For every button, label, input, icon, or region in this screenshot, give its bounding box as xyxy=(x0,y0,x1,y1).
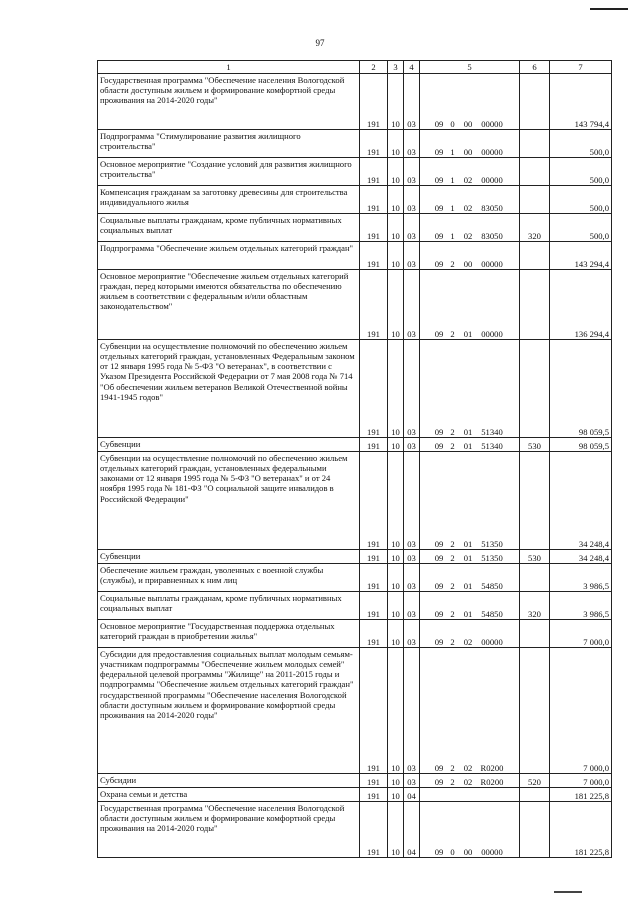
subsection-code-cell: 03 xyxy=(404,620,420,648)
amount-cell: 98 059,5 xyxy=(550,340,612,438)
target-article-part: 2 xyxy=(450,538,455,549)
target-article-cell xyxy=(420,130,520,158)
expense-type-cell xyxy=(520,186,550,214)
admin-code-cell: 191 xyxy=(360,802,388,858)
row-name-cell: Социальные выплаты гражданам, кроме публичных нормативных социальных выплат xyxy=(98,214,360,242)
row-name-cell: Субвенции на осуществление полномочий по обеспечению жильем отдельных категорий граждан, установленных Федеральным законом от 12 января 1995 года № 5-ФЗ "О ветеранах", в соответствии с Указом Президента Российской Федерации от 7 мая 2008 года № 714 "Об обеспечении жильем ветеранов Великой Отечественной войны 1941-1945 годов" xyxy=(98,340,360,438)
expense-type-cell xyxy=(520,74,550,130)
table-row xyxy=(98,340,612,438)
expense-type-cell: 320 xyxy=(520,592,550,620)
expense-type-cell xyxy=(520,158,550,186)
subsection-code-cell: 03 xyxy=(404,214,420,242)
target-article-part: 2 xyxy=(450,552,455,563)
target-article-part: 83050 xyxy=(481,202,503,213)
admin-code-cell: 191 xyxy=(360,550,388,564)
subsection-code-cell: 03 xyxy=(404,648,420,774)
expense-type-cell xyxy=(520,620,550,648)
amount-cell: 143 794,4 xyxy=(550,74,612,130)
row-name-cell: Основное мероприятие "Обеспечение жильем отдельных категорий граждан, перед которыми имеются обязательства по обеспечению жильем в соответствии с федеральным и/или областным законодательством" xyxy=(98,270,360,340)
target-article-part: 09 xyxy=(434,538,444,549)
section-code-cell: 10 xyxy=(388,186,404,214)
target-article-cell xyxy=(420,592,520,620)
target-article-part: 1 xyxy=(450,230,455,241)
subsection-code-cell: 04 xyxy=(404,788,420,802)
section-code-cell: 10 xyxy=(388,214,404,242)
target-article-part: 2 xyxy=(450,608,455,619)
table-row xyxy=(98,438,612,452)
table-row xyxy=(98,774,612,788)
subsection-code-cell: 03 xyxy=(404,438,420,452)
table-row xyxy=(98,242,612,270)
target-article-cell xyxy=(420,620,520,648)
subsection-code-cell: 04 xyxy=(404,802,420,858)
target-article-part: 02 xyxy=(463,776,473,787)
row-name-cell: Основное мероприятие "Создание условий для развития жилищного строительства" xyxy=(98,158,360,186)
expense-type-cell xyxy=(520,788,550,802)
target-article-part: 01 xyxy=(463,608,473,619)
target-article-part: 00000 xyxy=(481,146,503,157)
column-header: 5 xyxy=(420,61,520,74)
target-article-part: 09 xyxy=(434,440,444,451)
amount-cell: 7 000,0 xyxy=(550,648,612,774)
target-article-part: 01 xyxy=(463,552,473,563)
target-article-part: 2 xyxy=(450,258,455,269)
section-code-cell: 10 xyxy=(388,270,404,340)
section-code-cell: 10 xyxy=(388,438,404,452)
table-row xyxy=(98,648,612,774)
corner-scan-mark xyxy=(590,8,628,10)
admin-code-cell: 191 xyxy=(360,242,388,270)
table-row xyxy=(98,130,612,158)
column-header: 1 xyxy=(98,61,360,74)
target-article-part: 2 xyxy=(450,762,455,773)
target-article-part: 54850 xyxy=(481,608,503,619)
row-name-cell: Субвенции xyxy=(98,438,360,452)
target-article-part: R0200 xyxy=(480,762,504,773)
target-article-part: 51340 xyxy=(481,440,503,451)
target-article-part: 51350 xyxy=(481,552,503,563)
target-article-part: 01 xyxy=(463,440,473,451)
subsection-code-cell: 03 xyxy=(404,130,420,158)
row-name-cell: Субсидии для предоставления социальных выплат молодым семьям-участникам подпрограммы "Обеспечение жильем молодых семей" федеральной целевой программы "Жилище" на 2011-2015 годы и подпрограммы "Обеспечение жильем отдельных категорий граждан" государственной программы "Обеспечение населения Вологодской области доступным жильем и формирование комфортной среды проживания на 2014-2020 годы" xyxy=(98,648,360,774)
target-article-part: 01 xyxy=(463,580,473,591)
admin-code-cell: 191 xyxy=(360,648,388,774)
expense-type-cell: 320 xyxy=(520,214,550,242)
target-article-part: 2 xyxy=(450,580,455,591)
row-name-cell: Субвенции xyxy=(98,550,360,564)
row-name-cell: Обеспечение жильем граждан, уволенных с военной службы (службы), и приравненных к ним лиц xyxy=(98,564,360,592)
subsection-code-cell: 03 xyxy=(404,242,420,270)
target-article-part: 09 xyxy=(434,846,444,857)
section-code-cell: 10 xyxy=(388,788,404,802)
expense-type-cell xyxy=(520,648,550,774)
amount-cell: 34 248,4 xyxy=(550,452,612,550)
target-article-part: 51340 xyxy=(481,426,503,437)
table-row xyxy=(98,802,612,858)
target-article-part: 00000 xyxy=(481,846,503,857)
admin-code-cell: 191 xyxy=(360,564,388,592)
amount-cell: 136 294,4 xyxy=(550,270,612,340)
target-article-cell xyxy=(420,340,520,438)
target-article-part: 1 xyxy=(450,146,455,157)
target-article-cell xyxy=(420,802,520,858)
table-header-row xyxy=(98,61,612,74)
table-row xyxy=(98,74,612,130)
budget-table xyxy=(97,60,612,858)
column-header: 6 xyxy=(520,61,550,74)
section-code-cell: 10 xyxy=(388,340,404,438)
bottom-scan-mark xyxy=(554,891,582,893)
section-code-cell: 10 xyxy=(388,158,404,186)
row-name-cell: Социальные выплаты гражданам, кроме публичных нормативных социальных выплат xyxy=(98,592,360,620)
subsection-code-cell: 03 xyxy=(404,340,420,438)
expense-type-cell xyxy=(520,242,550,270)
target-article-part: 09 xyxy=(434,762,444,773)
target-article-cell xyxy=(420,186,520,214)
target-article-part: 09 xyxy=(434,230,444,241)
target-article-part: 51350 xyxy=(481,538,503,549)
section-code-cell: 10 xyxy=(388,620,404,648)
target-article-cell xyxy=(420,452,520,550)
admin-code-cell: 191 xyxy=(360,438,388,452)
page-number: 97 xyxy=(315,38,325,48)
row-name-cell: Субсидии xyxy=(98,774,360,788)
target-article-part: 0 xyxy=(450,118,455,129)
admin-code-cell: 191 xyxy=(360,186,388,214)
target-article-part: 09 xyxy=(434,552,444,563)
target-article-part: 09 xyxy=(434,258,444,269)
admin-code-cell: 191 xyxy=(360,74,388,130)
target-article-cell xyxy=(420,214,520,242)
subsection-code-cell: 03 xyxy=(404,592,420,620)
target-article-part: 2 xyxy=(450,636,455,647)
target-article-part: 54850 xyxy=(481,580,503,591)
amount-cell: 500,0 xyxy=(550,214,612,242)
target-article-part: 00 xyxy=(463,846,473,857)
target-article-part: 09 xyxy=(434,328,444,339)
amount-cell: 181 225,8 xyxy=(550,788,612,802)
target-article-cell xyxy=(420,788,520,802)
section-code-cell: 10 xyxy=(388,452,404,550)
amount-cell: 98 059,5 xyxy=(550,438,612,452)
admin-code-cell: 191 xyxy=(360,158,388,186)
row-name-cell: Охрана семьи и детства xyxy=(98,788,360,802)
column-header: 3 xyxy=(388,61,404,74)
target-article-part: 2 xyxy=(450,440,455,451)
target-article-part: 00000 xyxy=(481,328,503,339)
subsection-code-cell: 03 xyxy=(404,186,420,214)
target-article-cell xyxy=(420,550,520,564)
amount-cell: 181 225,8 xyxy=(550,802,612,858)
expense-type-cell xyxy=(520,130,550,158)
target-article-part: 01 xyxy=(463,538,473,549)
admin-code-cell: 191 xyxy=(360,130,388,158)
target-article-part: 09 xyxy=(434,146,444,157)
target-article-part: 00000 xyxy=(481,118,503,129)
column-header: 4 xyxy=(404,61,420,74)
expense-type-cell xyxy=(520,564,550,592)
section-code-cell: 10 xyxy=(388,550,404,564)
section-code-cell: 10 xyxy=(388,242,404,270)
expense-type-cell: 520 xyxy=(520,774,550,788)
admin-code-cell: 191 xyxy=(360,214,388,242)
expense-type-cell xyxy=(520,340,550,438)
target-article-part: 09 xyxy=(434,202,444,213)
row-name-cell: Государственная программа "Обеспечение населения Вологодской области доступным жильем и формирование комфортной среды проживания на 2014-2020 годы" xyxy=(98,802,360,858)
row-name-cell: Подпрограмма "Обеспечение жильем отдельных категорий граждан" xyxy=(98,242,360,270)
table-row xyxy=(98,270,612,340)
target-article-part: 09 xyxy=(434,580,444,591)
target-article-part: 00 xyxy=(463,118,473,129)
table-row xyxy=(98,592,612,620)
column-header: 7 xyxy=(550,61,612,74)
table-row xyxy=(98,788,612,802)
target-article-part: 02 xyxy=(463,202,473,213)
subsection-code-cell: 03 xyxy=(404,452,420,550)
target-article-part: 02 xyxy=(463,230,473,241)
expense-type-cell: 530 xyxy=(520,438,550,452)
table-row xyxy=(98,186,612,214)
target-article-part: 00000 xyxy=(481,258,503,269)
section-code-cell: 10 xyxy=(388,648,404,774)
target-article-part: 1 xyxy=(450,202,455,213)
admin-code-cell: 191 xyxy=(360,620,388,648)
section-code-cell: 10 xyxy=(388,592,404,620)
table-row xyxy=(98,214,612,242)
target-article-part: 0 xyxy=(450,846,455,857)
admin-code-cell: 191 xyxy=(360,340,388,438)
table-row xyxy=(98,452,612,550)
amount-cell: 7 000,0 xyxy=(550,774,612,788)
section-code-cell: 10 xyxy=(388,564,404,592)
row-name-cell: Подпрограмма "Стимулирование развития жилищного строительства" xyxy=(98,130,360,158)
target-article-part: 83050 xyxy=(481,230,503,241)
admin-code-cell: 191 xyxy=(360,270,388,340)
section-code-cell: 10 xyxy=(388,130,404,158)
table-row xyxy=(98,550,612,564)
expense-type-cell xyxy=(520,270,550,340)
target-article-part: 01 xyxy=(463,328,473,339)
admin-code-cell: 191 xyxy=(360,788,388,802)
table-row xyxy=(98,158,612,186)
admin-code-cell: 191 xyxy=(360,452,388,550)
subsection-code-cell: 03 xyxy=(404,270,420,340)
target-article-part: 09 xyxy=(434,776,444,787)
target-article-cell xyxy=(420,270,520,340)
target-article-part: 09 xyxy=(434,174,444,185)
section-code-cell: 10 xyxy=(388,74,404,130)
amount-cell: 143 294,4 xyxy=(550,242,612,270)
amount-cell: 3 986,5 xyxy=(550,592,612,620)
table-row xyxy=(98,620,612,648)
amount-cell: 500,0 xyxy=(550,186,612,214)
target-article-cell xyxy=(420,774,520,788)
subsection-code-cell: 03 xyxy=(404,550,420,564)
target-article-part: 00 xyxy=(463,146,473,157)
amount-cell: 500,0 xyxy=(550,130,612,158)
target-article-part: 02 xyxy=(463,174,473,185)
column-header: 2 xyxy=(360,61,388,74)
target-article-part: 2 xyxy=(450,776,455,787)
target-article-part: 2 xyxy=(450,328,455,339)
target-article-cell xyxy=(420,564,520,592)
row-name-cell: Государственная программа "Обеспечение населения Вологодской области доступным жильем и формирование комфортной среды проживания на 2014-2020 годы" xyxy=(98,74,360,130)
target-article-cell xyxy=(420,648,520,774)
target-article-part: 00000 xyxy=(481,636,503,647)
subsection-code-cell: 03 xyxy=(404,774,420,788)
table-row xyxy=(98,564,612,592)
amount-cell: 7 000,0 xyxy=(550,620,612,648)
target-article-part: 00000 xyxy=(481,174,503,185)
target-article-part: R0200 xyxy=(480,776,504,787)
target-article-part: 01 xyxy=(463,426,473,437)
target-article-cell xyxy=(420,74,520,130)
target-article-part: 09 xyxy=(434,426,444,437)
target-article-part: 2 xyxy=(450,426,455,437)
expense-type-cell xyxy=(520,802,550,858)
section-code-cell: 10 xyxy=(388,774,404,788)
admin-code-cell: 191 xyxy=(360,592,388,620)
target-article-part: 02 xyxy=(463,762,473,773)
target-article-part: 00 xyxy=(463,258,473,269)
row-name-cell: Субвенции на осуществление полномочий по обеспечению жильем отдельных категорий граждан, установленных федеральными законами от 12 января 1995 года № 5-ФЗ "О ветеранах" и от 24 ноября 1995 года № 181-ФЗ "О социальной защите инвалидов в Российской Федерации" xyxy=(98,452,360,550)
target-article-part: 1 xyxy=(450,174,455,185)
admin-code-cell: 191 xyxy=(360,774,388,788)
expense-type-cell xyxy=(520,452,550,550)
target-article-cell xyxy=(420,438,520,452)
target-article-cell xyxy=(420,158,520,186)
target-article-part: 09 xyxy=(434,608,444,619)
target-article-part: 02 xyxy=(463,636,473,647)
expense-type-cell: 530 xyxy=(520,550,550,564)
row-name-cell: Основное мероприятие "Государственная поддержка отдельных категорий граждан в приобретении жилья" xyxy=(98,620,360,648)
target-article-cell xyxy=(420,242,520,270)
row-name-cell: Компенсация гражданам за заготовку древесины для строительства индивидуального жилья xyxy=(98,186,360,214)
amount-cell: 34 248,4 xyxy=(550,550,612,564)
target-article-part: 09 xyxy=(434,636,444,647)
subsection-code-cell: 03 xyxy=(404,74,420,130)
subsection-code-cell: 03 xyxy=(404,158,420,186)
section-code-cell: 10 xyxy=(388,802,404,858)
amount-cell: 3 986,5 xyxy=(550,564,612,592)
subsection-code-cell: 03 xyxy=(404,564,420,592)
target-article-part: 09 xyxy=(434,118,444,129)
amount-cell: 500,0 xyxy=(550,158,612,186)
